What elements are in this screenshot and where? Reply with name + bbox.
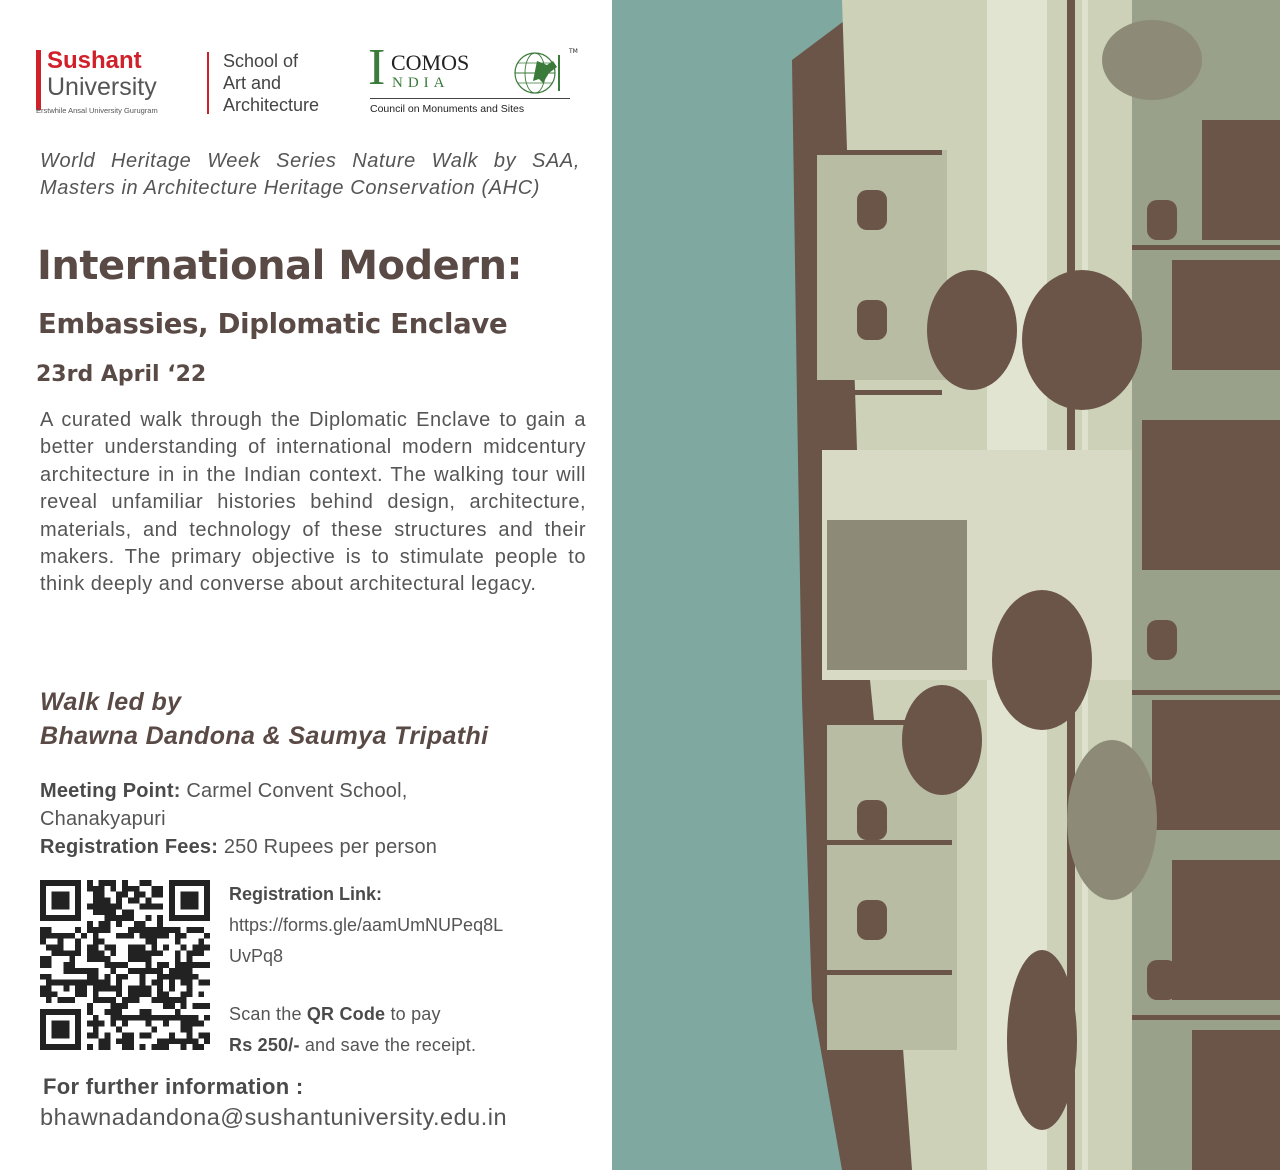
registration-link-label: Registration Link: bbox=[229, 884, 383, 904]
school-line-2: Art and bbox=[223, 73, 282, 93]
logo-red-bar bbox=[36, 50, 41, 110]
scan-text-1: Scan the bbox=[229, 1004, 307, 1024]
contact-email[interactable]: bhawnadandona@sushantuniversity.edu.in bbox=[40, 1104, 508, 1130]
icomos-letter-i: I bbox=[368, 39, 386, 96]
event-title: International Modern: bbox=[37, 243, 522, 289]
globe-icon bbox=[513, 51, 561, 95]
scan-amount: Rs 250/- bbox=[229, 1035, 300, 1055]
icomos-council-text: Council on Monuments and Sites bbox=[370, 103, 525, 115]
registration-link[interactable]: https://forms.gle/aamUmNUPeq8L bbox=[229, 915, 504, 935]
event-description: A curated walk through the Diplomatic Enclave to gain a better understanding of international modern midcentury architecture in in the Indian context. The walking tour will reveal unfamiliar histories behind design, architecture, materials, and technology of these structures and their makers. The primary objective is to stimulate people to think deeply and converse about architectural legacy. bbox=[40, 409, 586, 596]
registration-fees-value: 250 Rupees per person bbox=[223, 836, 438, 858]
event-date: 23rd April ‘22 bbox=[36, 362, 207, 387]
scan-instructions bbox=[229, 999, 599, 1061]
meeting-point-value-2: Chanakyapuri bbox=[40, 808, 166, 830]
poster-text-panel bbox=[0, 0, 612, 1170]
registration-fees-label: Registration Fees: bbox=[40, 836, 219, 858]
aerial-illustration-svg bbox=[612, 0, 1280, 1170]
logo-subtext: Erstwhile Ansal University Gurugram bbox=[36, 106, 158, 115]
scan-qr-bold: QR Code bbox=[306, 1004, 386, 1024]
event-subtitle: Embassies, Diplomatic Enclave bbox=[38, 308, 508, 340]
icomos-india-logo bbox=[368, 39, 583, 118]
icomos-india-text: NDIA bbox=[392, 75, 450, 91]
further-info-label: For further information : bbox=[43, 1074, 304, 1099]
aerial-street-illustration bbox=[612, 0, 1280, 1170]
registration-block bbox=[229, 879, 599, 972]
logo-divider bbox=[207, 52, 209, 114]
meeting-point-label: Meeting Point: bbox=[40, 780, 181, 802]
trademark-mark: TM bbox=[569, 48, 578, 55]
meeting-point-value: Carmel Convent School, bbox=[186, 780, 408, 802]
walk-led-by: Walk led by bbox=[40, 688, 182, 716]
logo-university-text: University bbox=[47, 73, 157, 101]
qr-code[interactable] bbox=[40, 880, 210, 1050]
registration-link-cont[interactable]: UvPq8 bbox=[229, 946, 284, 966]
logo-sushant-text: Sushant bbox=[47, 47, 142, 74]
meeting-details bbox=[40, 777, 560, 861]
walk-leader-names: Bhawna Dandona & Saumya Tripathi bbox=[40, 722, 489, 750]
walk-leaders bbox=[40, 685, 489, 753]
icomos-rule bbox=[370, 98, 570, 99]
school-line-1: School of bbox=[223, 51, 299, 71]
school-line-3: Architecture bbox=[223, 95, 320, 115]
scan-text-2: to pay bbox=[385, 1004, 441, 1024]
school-name bbox=[223, 50, 363, 116]
series-caption: World Heritage Week Series Nature Walk by SAA, Masters in Architecture Heritage Conservation (AHC) bbox=[40, 150, 580, 199]
scan-text-3: and save the receipt. bbox=[299, 1035, 477, 1055]
icomos-comos-text: COMOS bbox=[391, 50, 470, 75]
